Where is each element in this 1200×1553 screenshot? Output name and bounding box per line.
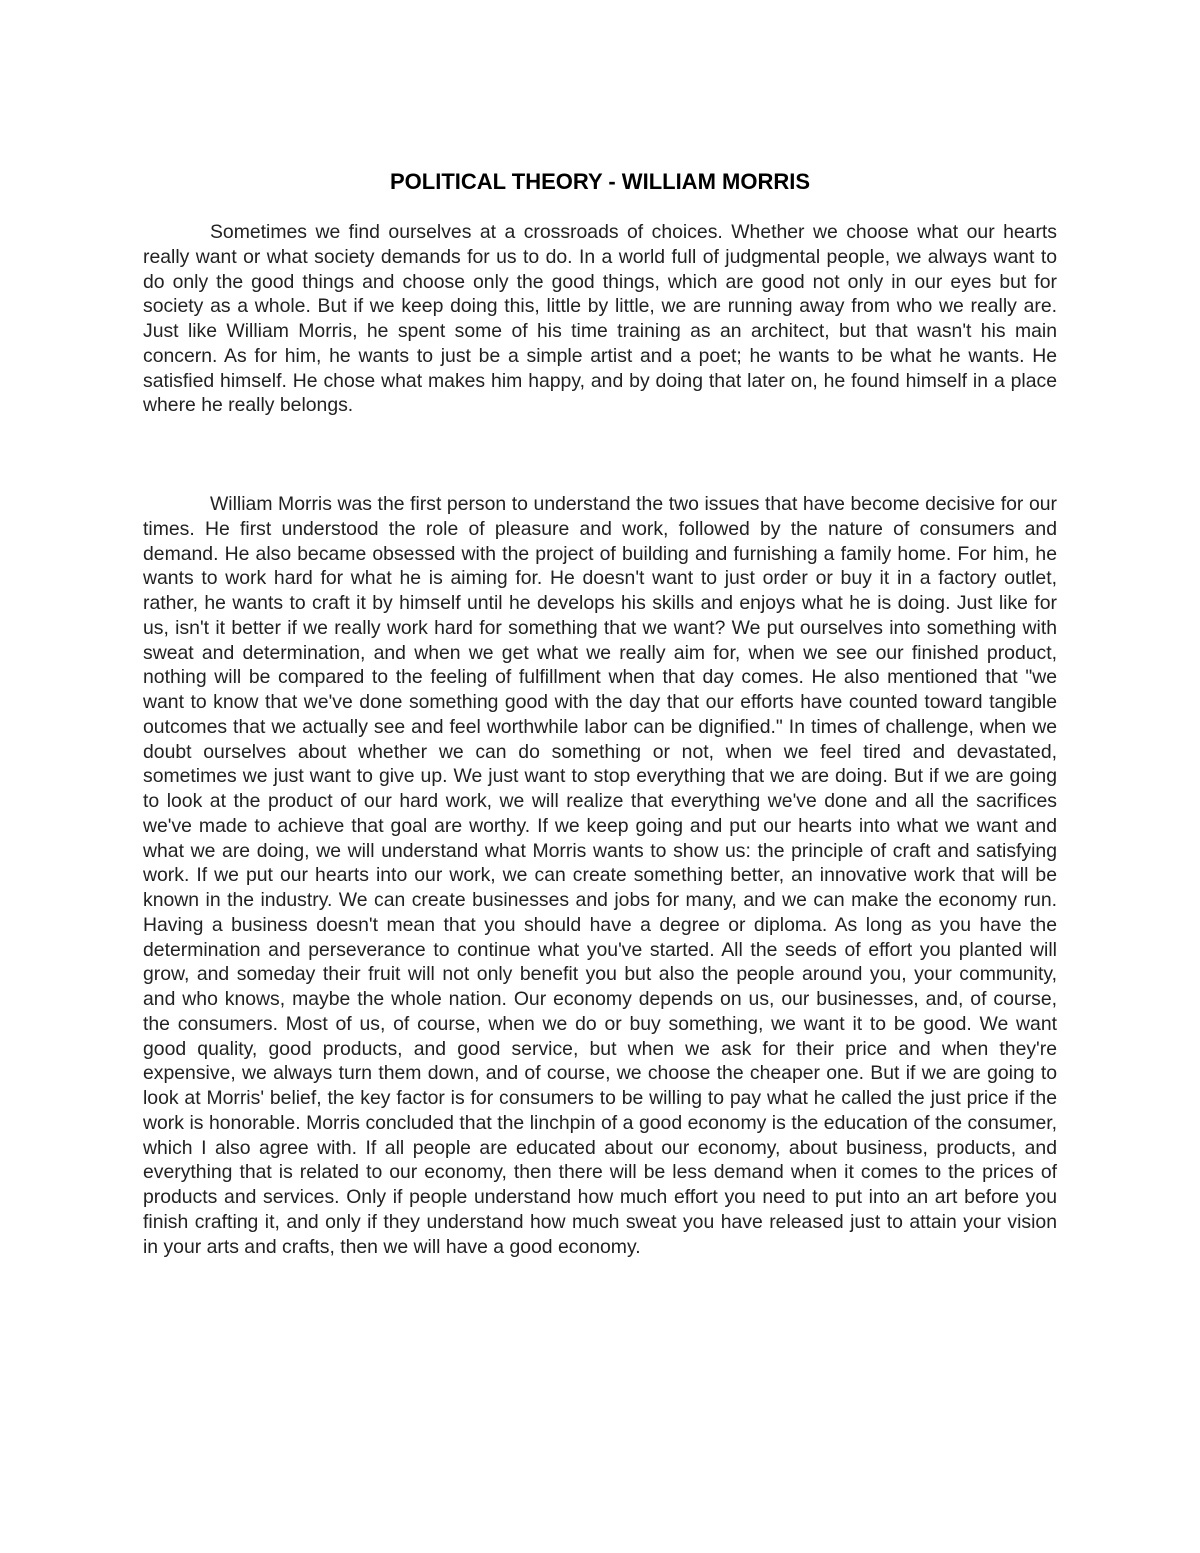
document-title: POLITICAL THEORY - WILLIAM MORRIS <box>389 169 811 194</box>
paragraph-1: Sometimes we find ourselves at a crossroads of choices. Whether we choose what our hearts really want or what society demands for us to do. In a world full of judgmental people, we always want to do only the good things and choose only the good things, which are good not only in our eyes but for society as a whole. But if we keep doing this, little by little, we are running away from who we really are. Just like William Morris, he spent some of his time training as an architect, but that wasn't his main concern. As for him, he wants to just be a simple artist and a poet; he wants to be what he wants. He satisfied himself. He chose what makes him happy, and by doing that later on, he found himself in a place where he really belongs. <box>143 221 1057 417</box>
paragraph-2: William Morris was the first person to understand the two issues that have become decisive for our times. He first understood the role of pleasure and work, followed by the nature of consumers and demand. He also became obsessed with the project of building and furnishing a family home. For him, he wants to work hard for what he is aiming for. He doesn't want to just order or buy it in a factory outlet, rather, he wants to craft it by himself until he develops his skills and enjoys what he is doing. Just like for us, isn't it better if we really work hard for something that we want? We put ourselves into something with sweat and determination, and when we get what we really aim for, when we see our finished product, nothing will be compared to the feeling of fulfillment when that day comes. He also mentioned that "we want to know that we've done something good with the day that our efforts have counted toward tangible outcomes that we actually see and feel worthwhile labor can be dignified." In times of challenge, when we doubt ourselves about whether we can do something or not, when we feel tired and devastated, sometimes we just want to give up. We just want to stop everything that we are doing. But if we are going to look at the product of our hard work, we will realize that everything we've done and all the sacrifices we've made to achieve that goal are worthy. If we keep going and put our hearts into what we want and what we are doing, we will understand what Morris wants to show us: the principle of craft and satisfying work. If we put our hearts into our work, we can create something better, an innovative work that will be known in the industry. We can create businesses and jobs for many, and we can make the economy run. Having a business doesn't mean that you should have a degree or diploma. As long as you have the determination and perseverance to continue what you've started. All the seeds of effort you planted will grow, and someday their fruit will not only benefit you but also the people around you, your community, and who knows, maybe the whole nation. Our economy depends on us, our businesses, and, of course, the consumers. Most of us, of course, when we do or buy something, we want it to be good. We want good quality, good products, and good service, but when we ask for their price and when they're expensive, we always turn them down, and of course, we choose the cheaper one. But if we are going to look at Morris' belief, the key factor is for consumers to be willing to pay what he called the just price if the work is honorable. Morris concluded that the linchpin of a good economy is the education of the consumer, which I also agree with. If all people are educated about our economy, about business, products, and everything that is related to our economy, then there will be less demand when it comes to the prices of products and services. Only if people understand how much effort you need to put into an art before you finish crafting it, and only if they understand how much sweat you have released just to attain your vision in your arts and crafts, then we will have a good economy. <box>143 493 1057 1258</box>
